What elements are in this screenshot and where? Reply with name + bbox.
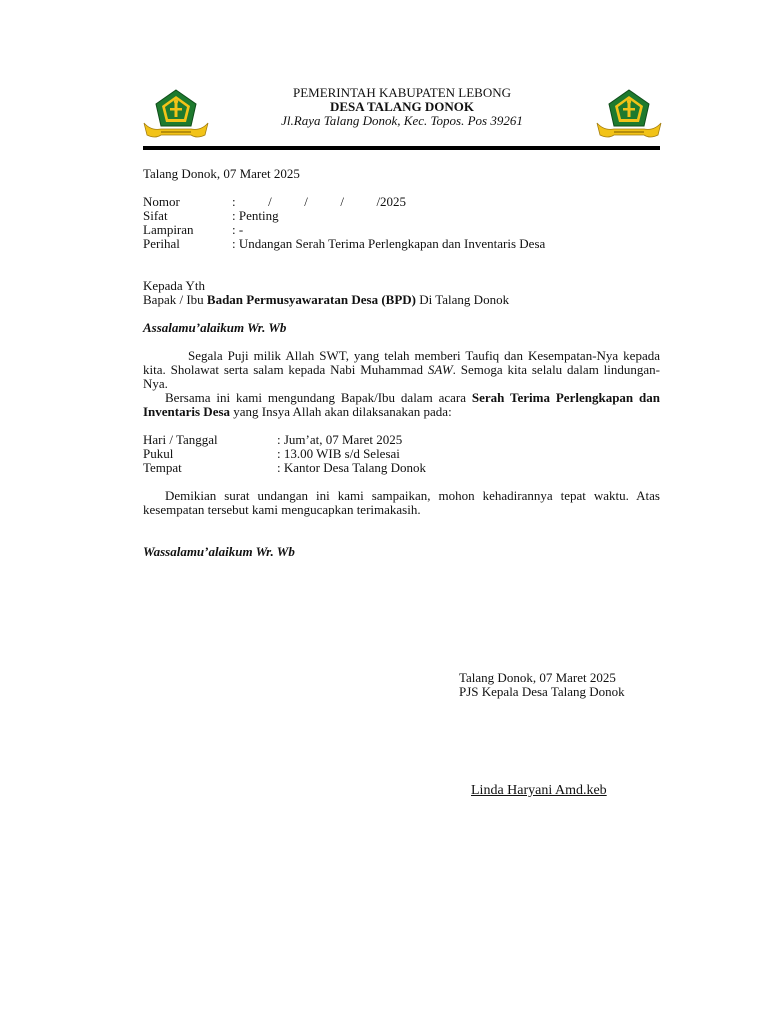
event-label: Hari / Tanggal — [143, 432, 218, 447]
body-paragraph-1 — [143, 349, 660, 391]
meta-lampiran — [143, 223, 243, 237]
event-label: Tempat — [143, 460, 182, 475]
recipient-suffix: Di Talang Donok — [415, 292, 510, 307]
recipient-line2 — [143, 293, 509, 307]
event-tempat — [143, 461, 426, 475]
meta-value: : Undangan Serah Terima Perlengkapan dan Inventaris Desa — [232, 236, 546, 251]
meta-nomor — [143, 195, 406, 209]
p2-text-bold: Serah Terima Perlengkapan dan Inventaris Desa — [143, 390, 660, 419]
p2-text-b: yang Insya Allah akan dilaksanakan pada: — [230, 404, 452, 419]
signature-position: PJS Kepala Desa Talang Donok — [459, 684, 625, 699]
letterhead-address: Jl.Raya Talang Donok, Kec. Topos. Pos 39261 — [281, 113, 523, 128]
event-value: : Kantor Desa Talang Donok — [277, 460, 427, 475]
p1-text-b: . Semoga kita selalu dalam lindungan-Nya. — [143, 362, 660, 391]
meta-perihal — [143, 237, 545, 251]
letterhead-government: PEMERINTAH KABUPATEN LEBONG — [292, 85, 512, 100]
signature-place-date: Talang Donok, 07 Maret 2025 — [459, 670, 616, 685]
meta-value: : / / / /2025 — [232, 194, 407, 209]
body-paragraph-2 — [143, 391, 660, 419]
emblem-icon — [594, 88, 664, 140]
recipient-prefix: Bapak / Ibu — [143, 292, 207, 307]
salam-closing: Wassalamu’alaikum Wr. Wb — [143, 544, 295, 559]
event-value: : 13.00 WIB s/d Selesai — [277, 446, 400, 461]
p1-text-a: Segala Puji milik Allah SWT, yang telah memberi Taufiq dan Kesempatan-Nya kepada kita. Sholawat serta salam kepada Nabi Muhammad — [143, 348, 660, 377]
meta-label: Nomor — [143, 194, 180, 209]
event-value: : Jum’at, 07 Maret 2025 — [277, 432, 403, 447]
meta-sifat — [143, 209, 279, 223]
closing-paragraph: Demikian surat undangan ini kami sampaikan, mohon kehadirannya tepat waktu. Atas kesempatan tersebut kami mengucapkan terimakasih. — [143, 488, 660, 517]
recipient-line1: Kepada Yth — [143, 278, 205, 293]
event-label: Pukul — [143, 446, 174, 461]
meta-value: : Penting — [232, 208, 279, 223]
recipient-org: Badan Permusyawaratan Desa (BPD) — [206, 292, 416, 307]
header-divider — [143, 146, 660, 150]
letterhead-village: DESA TALANG DONOK — [330, 99, 474, 114]
event-pukul — [143, 447, 400, 461]
signatory-name: Linda Haryani Amd.keb — [471, 783, 607, 798]
meta-label: Perihal — [143, 236, 180, 251]
salam-opening: Assalamu’alaikum Wr. Wb — [143, 320, 287, 335]
p2-text-a: Bersama ini kami mengundang Bapak/Ibu dalam acara — [165, 390, 472, 405]
p1-text-italic: SAW — [427, 362, 453, 377]
meta-label: Sifat — [143, 208, 168, 223]
meta-value: : - — [232, 222, 244, 237]
event-hari — [143, 433, 402, 447]
meta-label: Lampiran — [143, 222, 194, 237]
letter-date: Talang Donok, 07 Maret 2025 — [143, 166, 300, 181]
